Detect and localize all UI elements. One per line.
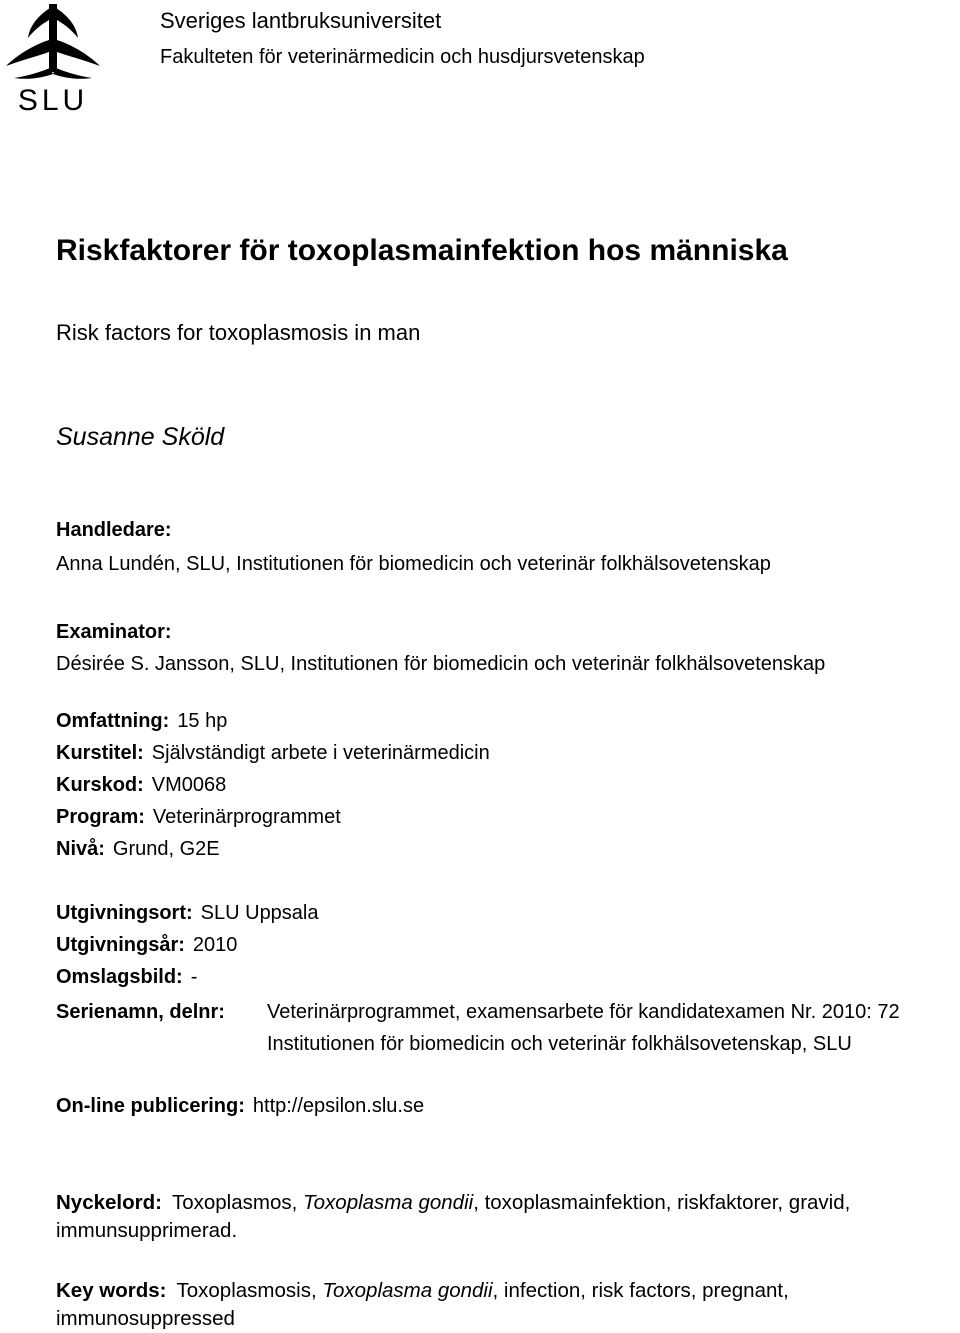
online-label: On-line publicering:: [56, 1095, 245, 1117]
course-code-row: [56, 774, 226, 797]
keywords-english: [56, 1277, 956, 1333]
place-row: [56, 902, 319, 925]
course-title-row: [56, 742, 490, 765]
keywords-en-label: Key words:: [56, 1279, 167, 1302]
supervisor-value: Anna Lundén, SLU, Institutionen för biomedicin och veterinär folkhälsovetenskap: [56, 553, 771, 575]
keywords-sv-label: Nyckelord:: [56, 1191, 162, 1214]
course-code-label: Kurskod:: [56, 774, 144, 796]
supervisor-label: Handledare:: [56, 519, 172, 541]
examiner-label: Examinator:: [56, 621, 172, 643]
document-title: Riskfaktorer för toxoplasmainfektion hos människa: [56, 234, 788, 267]
author-name: Susanne Sköld: [56, 423, 225, 451]
cover-row: [56, 966, 197, 989]
year-label: Utgivningsår:: [56, 934, 185, 956]
place-value: SLU Uppsala: [200, 902, 319, 924]
place-label: Utgivningsort:: [56, 902, 193, 924]
level-label: Nivå:: [56, 838, 105, 860]
program-label: Program:: [56, 806, 145, 828]
course-code-value: VM0068: [151, 774, 227, 796]
cover-label: Omslagsbild:: [56, 966, 183, 988]
online-row: [56, 1095, 424, 1118]
keywords-sv-species: Toxoplasma gondii: [303, 1191, 474, 1214]
cover-value: -: [190, 966, 198, 988]
document-subtitle: Risk factors for toxoplasmosis in man: [56, 320, 421, 345]
keywords-en-part1: Toxoplasmosis,: [176, 1279, 323, 1302]
course-scope-label: Omfattning:: [56, 710, 170, 732]
logo-text: SLU: [17, 84, 89, 115]
course-scope-row: [56, 710, 227, 733]
keywords-sv-part1: Toxoplasmos,: [171, 1191, 303, 1214]
examiner-value: Désirée S. Jansson, SLU, Institutionen för biomedicin och veterinär folkhälsovetenskap: [56, 653, 826, 675]
series-value-line2: Institutionen för biomedicin och veterinär folkhälsovetenskap, SLU: [267, 1033, 852, 1055]
slu-logo: [0, 0, 105, 115]
course-scope-value: 15 hp: [177, 710, 228, 732]
keywords-en-part2: , infection, risk factors, pregnant, immunosuppressed: [56, 1279, 789, 1330]
series-value-line1: Veterinärprogrammet, examensarbete för kandidatexamen Nr. 2010: 72: [267, 1001, 900, 1023]
keywords-swedish: [56, 1189, 956, 1245]
keywords-en-species: Toxoplasma gondii: [322, 1279, 493, 1302]
course-title-label: Kurstitel:: [56, 742, 144, 764]
program-value: Veterinärprogrammet: [152, 806, 341, 828]
series-label: Serienamn, delnr:: [56, 1001, 225, 1023]
faculty-name: Fakulteten för veterinärmedicin och husdjursvetenskap: [160, 46, 645, 68]
online-link[interactable]: http://epsilon.slu.se: [252, 1095, 425, 1117]
year-value: 2010: [192, 934, 238, 956]
program-row: [56, 806, 341, 829]
level-value: Grund, G2E: [112, 838, 220, 860]
course-title-value: Självständigt arbete i veterinärmedicin: [151, 742, 490, 764]
level-row: [56, 838, 220, 861]
year-row: [56, 934, 237, 957]
keywords-sv-part2: , toxoplasmainfektion, riskfaktorer, gravid, immunsupprimerad.: [56, 1191, 851, 1242]
university-name: Sveriges lantbruksuniversitet: [160, 8, 442, 33]
